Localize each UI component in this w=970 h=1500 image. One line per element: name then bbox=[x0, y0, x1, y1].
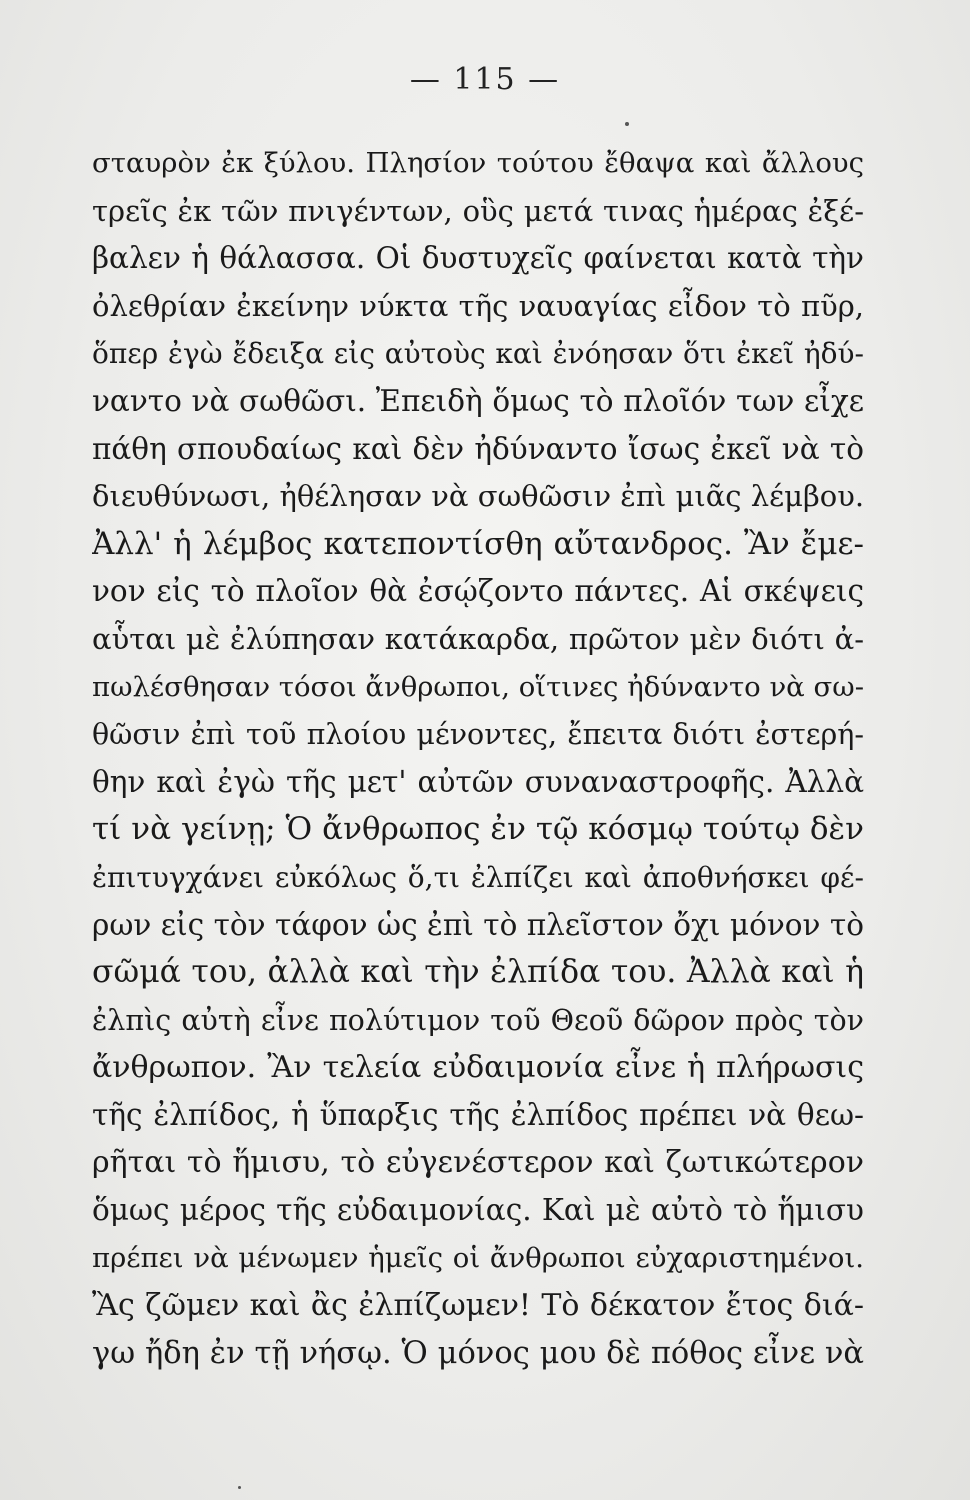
text-line: πρέπει νὰ μένωμεν ἡμεῖς οἱ ἄνθρωποι εὐχαριστημένοι. bbox=[92, 1241, 864, 1274]
text-line: αὗται μὲ ἐλύπησαν κατάκαρδα, πρῶτον μὲν διότι ἀ- bbox=[92, 621, 864, 656]
text-line: ρῆται τὸ ἥμισυ, τὸ εὐγενέστερον καὶ ζωτικώτερον bbox=[92, 1145, 864, 1181]
page-number: — 115 — bbox=[409, 62, 561, 97]
text-line: ρων εἰς τὸν τάφον ὡς ἐπὶ τὸ πλεῖστον ὄχι μόνον τὸ bbox=[92, 907, 864, 942]
text-line: βαλεν ἡ θάλασσα. Οἱ δυστυχεῖς φαίνεται κατὰ τὴν bbox=[92, 241, 864, 276]
text-line: πάθη σπουδαίως καὶ δὲν ἠδύναντο ἴσως ἐκεῖ νὰ τὸ bbox=[92, 431, 864, 466]
text-line: ἐλπὶς αὐτὴ εἶνε πολύτιμον τοῦ Θεοῦ δῶρον πρὸς τὸν bbox=[92, 1003, 864, 1037]
text-line: ὅπερ ἐγὼ ἔδειξα εἰς αὐτοὺς καὶ ἐνόησαν ὅτι ἐκεῖ ἠδύ- bbox=[92, 337, 864, 371]
text-line: τρεῖς ἐκ τῶν πνιγέντων, οὓς μετά τινας ἡμέρας ἐξέ- bbox=[92, 193, 864, 228]
text-line: τῆς ἐλπίδος, ἡ ὕπαρξις τῆς ἐλπίδος πρέπει νὰ θεω- bbox=[92, 1097, 864, 1132]
text-line: τί νὰ γείνῃ; Ὁ ἄνθρωπος ἐν τῷ κόσμῳ τούτῳ δὲν bbox=[92, 811, 864, 848]
text-line: σταυρὸν ἐκ ξύλου. Πλησίον τούτου ἔθαψα καὶ ἄλλους bbox=[92, 147, 864, 179]
text-line: ὅμως μέρος τῆς εὐδαιμονίας. Καὶ μὲ αὐτὸ τὸ ἥμισυ bbox=[92, 1193, 864, 1228]
text-line: Ἀλλ' ἡ λέμβος κατεποντίσθη αὔτανδρος. Ἂν ἔμε- bbox=[92, 525, 864, 562]
text-line: διευθύνωσι, ἠθέλησαν νὰ σωθῶσιν ἐπὶ μιᾶς λέμβου. bbox=[92, 479, 864, 514]
text-line: νον εἰς τὸ πλοῖον θὰ ἐσῴζοντο πάντες. Αἱ σκέψεις bbox=[92, 574, 864, 609]
text-line: ὀλεθρίαν ἐκείνην νύκτα τῆς ναυαγίας εἶδον τὸ πῦρ, bbox=[92, 288, 864, 323]
paper-speck bbox=[625, 122, 629, 126]
text-line: θῶσιν ἐπὶ τοῦ πλοίου μένοντες, ἔπειτα διότι ἐστερή- bbox=[92, 718, 864, 752]
text-line: γω ἤδη ἐν τῇ νήσῳ. Ὁ μόνος μου δὲ πόθος εἶνε νὰ bbox=[92, 1335, 864, 1371]
text-line: θην καὶ ἐγὼ τῆς μετ' αὐτῶν συναναστροφῆς. Ἀλλὰ bbox=[92, 764, 864, 799]
paper-speck bbox=[238, 1486, 241, 1489]
text-line: ἐπιτυγχάνει εὐκόλως ὅ,τι ἐλπίζει καὶ ἀποθνήσκει φέ- bbox=[92, 860, 864, 894]
text-line: ναντο νὰ σωθῶσι. Ἐπειδὴ ὅμως τὸ πλοῖόν των εἶχε bbox=[92, 383, 864, 418]
text-line: πωλέσθησαν τόσοι ἄνθρωποι, οἵτινες ἠδύναντο νὰ σω- bbox=[92, 670, 864, 703]
text-line: Ἂς ζῶμεν καὶ ἂς ἐλπίζωμεν! Τὸ δέκατον ἔτος διά- bbox=[92, 1288, 864, 1324]
body-text bbox=[92, 140, 864, 1377]
text-line: σῶμά του, ἀλλὰ καὶ τὴν ἐλπίδα του. Ἀλλὰ καὶ ἡ bbox=[92, 954, 864, 991]
text-line: ἄνθρωπον. Ἂν τελεία εὐδαιμονία εἶνε ἡ πλήρωσις bbox=[92, 1050, 864, 1086]
